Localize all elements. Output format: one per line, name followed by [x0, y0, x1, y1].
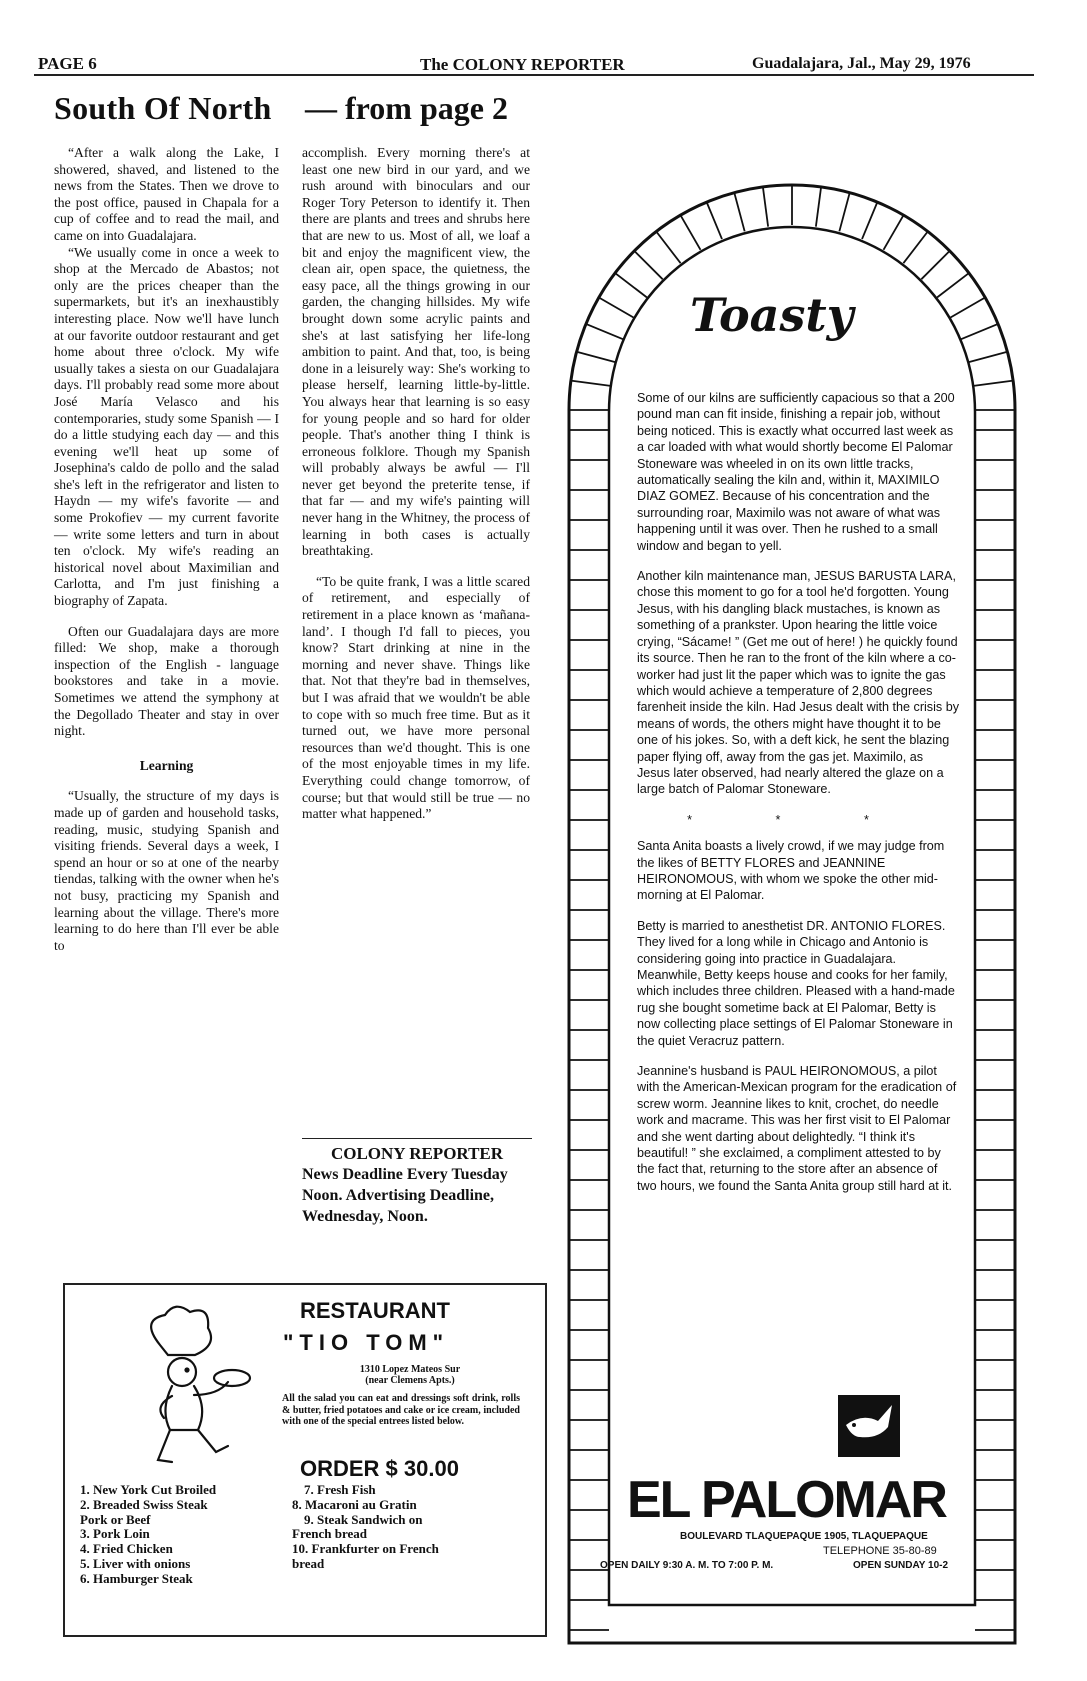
arch-ray	[599, 298, 634, 318]
arch-ray	[969, 352, 1008, 362]
page-number: PAGE 6	[38, 54, 97, 73]
paragraph: “Usually, the structure of my days is made up of garden and household tasks, reading, music, studying Spanish and visiting friends. Several days a week, I spend an hour or so at one of the nearby tiendas, talking with the owner when he's not busy, practicing my Spanish and learning about the village. There's more learning to do here than I'll ever be able to	[54, 788, 279, 953]
menu-item: bread	[292, 1555, 325, 1571]
chef-illustration	[120, 1300, 270, 1470]
menu-item: 4. Fried Chicken	[80, 1541, 173, 1557]
el-palomar-brand: EL PALOMAR	[627, 1471, 946, 1529]
section-divider: * * *	[687, 812, 909, 827]
menu-right	[292, 1483, 532, 1572]
paragraph: Betty is married to anesthetist DR. ANTONIO FLORES. They lived for a long while in Chicago and Antonio is considering going into practice in Guadalajara. Meanwhile, Betty keeps house and cooks for her family, which includes three children. Pleased with a hand-made rug she bought sometime back at El Palomar, Betty is now collecting place settings of El Palomar Stoneware in the quiet Veracruz pattern.	[637, 918, 955, 1048]
article-column-1	[54, 145, 279, 954]
menu-item: 8. Macaroni au Gratin	[292, 1496, 417, 1512]
paragraph: “To be quite frank, I was a little scared of retirement, and especially of retirement in a place known as ‘mañana-land’. I though I'd fall to pieces, you know? Start drinking at nine in the morning and never shave. Things like that. Not that they're bad in themselves, but I was afraid that we wouldn't be able to cope with so much free time. But as it turned out, we have more personal resources than we'd thought. This is one of the most enjoyable times in my life. Everything could change tomorrow, of course; but that would still be true — no matter what happened.”	[302, 573, 530, 822]
article-column-2	[302, 145, 530, 823]
menu-item: French bread	[292, 1526, 367, 1542]
arch-ray	[973, 381, 1013, 386]
paragraph: “After a walk along the Lake, I showered, shaved, and listened to the news from the States. Then we drove to the post office, paused in Chapala for a cup of coffee and to read the mail, and came on into Guadalajara.	[54, 145, 279, 243]
arch-ray	[937, 273, 969, 297]
restaurant-address	[310, 1364, 510, 1386]
toasty-column	[637, 390, 959, 1208]
deadline-notice	[302, 1138, 532, 1227]
arch-ray	[615, 273, 647, 297]
subheading: Learning	[139, 757, 194, 773]
arch-ray	[884, 215, 904, 250]
arch-ray	[734, 193, 744, 232]
menu-item: 6. Hamburger Steak	[80, 1570, 193, 1586]
menu-item: 7. Fresh Fish	[304, 1482, 376, 1497]
arch-ray	[577, 352, 616, 362]
menu-item: 10. Frankfurter on French	[292, 1541, 439, 1557]
arch-ray	[950, 298, 985, 318]
arch-ray	[839, 193, 849, 232]
paragraph: accomplish. Every morning there's at least one new bird in our yard, and we rush around with binoculars and our Roger Tory Peterson to identify it. Then there are plants and trees and shrubs here that are new to us. Most of all, we loaf a bit and enjoy the magnificent view, the clean air, open space, the quietness, the easy pace, all the things growing in our garden, the changing hillsides. My wife brought down some acrylic paints and she's at last satisfying her life-long ambition to paint. And that, too, is being done in a leisurely way: She's working to please herself, learning little-by-little. You always hear that learning is so easy for young people and so hard for older people. That's another thing I think is erroneous folklore. Though my Spanish will probably always be awful — I'll never get beyond the preterite tense, if that far — and my wife's painting will never hang in the Whitney, the process of learning in both cases is actually breathtaking.	[302, 145, 530, 559]
menu-item: 3. Pork Loin	[80, 1526, 150, 1542]
arch-ray	[903, 231, 927, 263]
paragraph: Another kiln maintenance man, JESUS BARUSTA LARA, chose this moment to go for a tool he'd forgotten. Young Jesus, with his dangling black mustaches, is known as something of a prankster. Upon hearing the little voice crying, “Sácame! ” (Get me out of here! ) he quickly found its source. Then he ran to the front of the kiln where a co-worker had just lit the paper which was to ignite the gas which would achieve a temperature of 2,800 degrees farenheit inside the kiln. Had Jesus dealt with the crisis by means of words, the others might have thought it to be one of his jokes. So, with a deft kick, he sent the blazing paper flying off, away from the gas jet. Maximilo, as Jesus later observed, had nearly altered the glaze on a large batch of Palomar Stoneware.	[637, 569, 960, 797]
restaurant-heading: RESTAURANT	[300, 1298, 450, 1323]
store-hours-daily: OPEN DAILY 9:30 A. M. TO 7:00 P. M.	[600, 1560, 774, 1571]
arch-ray	[634, 251, 662, 279]
menu-item: 1. New York Cut Broiled	[80, 1482, 217, 1497]
arch-ray	[681, 215, 701, 250]
menu-left	[80, 1483, 280, 1587]
article-headline-continuation: — from page 2	[305, 90, 508, 126]
store-telephone: TELEPHONE 35-80-89	[823, 1545, 937, 1557]
arch-ray	[816, 187, 821, 227]
store-hours-sunday: OPEN SUNDAY 10-2	[853, 1560, 949, 1571]
store-address: BOULEVARD TLAQUEPAQUE 1905, TLAQUEPAQUE	[680, 1531, 928, 1542]
paragraph: “We usually come in once a week to shop at the Mercado de Abastos; not only are the prices cheaper than the supermarkets, but it's an inexhaustibly interesting place. Now we'll have lunch at our favorite outdoor restaurant and get home about three o'clock. My wife usually takes a siesta on our Guadalajara days. I'll probably read some more about José María Velasco and his contemporaries, study some Spanish — I do a little studying each day — and this evening we'll heat up some of Josephina's caldo de pollo and the salad she's left in the refrigerator and listen to Haydn — my wife's favorite — and some Prokofiev — my current favorite — write some letters and turn in about ten o'clock. My wife's reading an historical novel about Maximilian and Carlotta, and I'm just finishing a biography of Zapata.	[54, 244, 279, 609]
menu-item: Pork or Beef	[80, 1511, 151, 1527]
menu-item: 5. Liver with onions	[80, 1555, 191, 1571]
arch-ray	[763, 187, 768, 227]
menu-item: 9. Steak Sandwich on	[304, 1511, 423, 1527]
arch-ray	[656, 231, 680, 263]
menu-item: 2. Breaded Swiss Steak	[80, 1496, 208, 1512]
address-line: (near Clemens Apts.)	[365, 1375, 455, 1386]
dateline: Guadalajara, Jal., May 29, 1976	[752, 55, 971, 72]
paragraph: Often our Guadalajara days are more filled: We shop, make a thorough inspection of the English - language bookstores and take in a movie. Sometimes we attend the symphony at the Degollado Theater and stay in over night.	[54, 623, 279, 739]
arch-ray	[571, 381, 611, 386]
restaurant-name: "TIO TOM"	[283, 1330, 450, 1355]
dove-logo-icon	[838, 1395, 900, 1457]
newspaper-name: The COLONY REPORTER	[420, 55, 625, 74]
article-headline: South Of North	[54, 90, 272, 126]
arch-ray	[862, 202, 877, 239]
paragraph: Jeannine's husband is PAUL HEIRONOMOUS, a pilot with the American-Mexican program for the eradication of screw worm. Jeannine likes to knit, crochet, do needle work and macrame. This was her first visit to El Palomar and she went darting about delightedly. “I think it's beautiful! ” she exclaimed, a compliment attested to by the fact that, returning to the store after an absence of two hours, we found the Santa Anita group still hard at it.	[637, 1064, 957, 1193]
arch-ray	[961, 324, 998, 339]
address-line: 1310 Lopez Mateos Sur	[359, 1364, 461, 1375]
toasty-title: Toasty	[690, 288, 854, 342]
deadline-text: News Deadline Every Tuesday Noon. Advertising Deadline, Wednesday, Noon.	[302, 1166, 508, 1225]
paragraph: Some of our kilns are sufficiently capacious so that a 200 pound man can fit inside, finishing a repair job, without being noticed. This is exactly what occurred last week as a car loaded with what would shortly become El Palomar Stoneware was wheeled in on its own little tracks, automatically sealing the kiln and, within it, MAXIMILO DIAZ GOMEZ. Because of his concentration and the surrounding roar, Maximilo was not aware of what was happening until it was over. Then he rushed to a small window and began to yell.	[637, 391, 955, 553]
restaurant-description: All the salad you can eat and dressings soft drink, rolls & butter, fried potatoes and cake or ice cream, included with one of the special entrees listed below.	[282, 1393, 520, 1427]
arch-ray	[921, 251, 949, 279]
order-price: ORDER $ 30.00	[300, 1456, 459, 1481]
deadline-title: COLONY REPORTER	[302, 1138, 532, 1164]
arch-ray	[707, 202, 722, 239]
arch-ray	[586, 324, 623, 339]
paragraph: Santa Anita boasts a lively crowd, if we may judge from the likes of BETTY FLORES and JEANNINE HEIRONOMOUS, with whom we spoke the other mid-morning at El Palomar.	[637, 839, 945, 903]
